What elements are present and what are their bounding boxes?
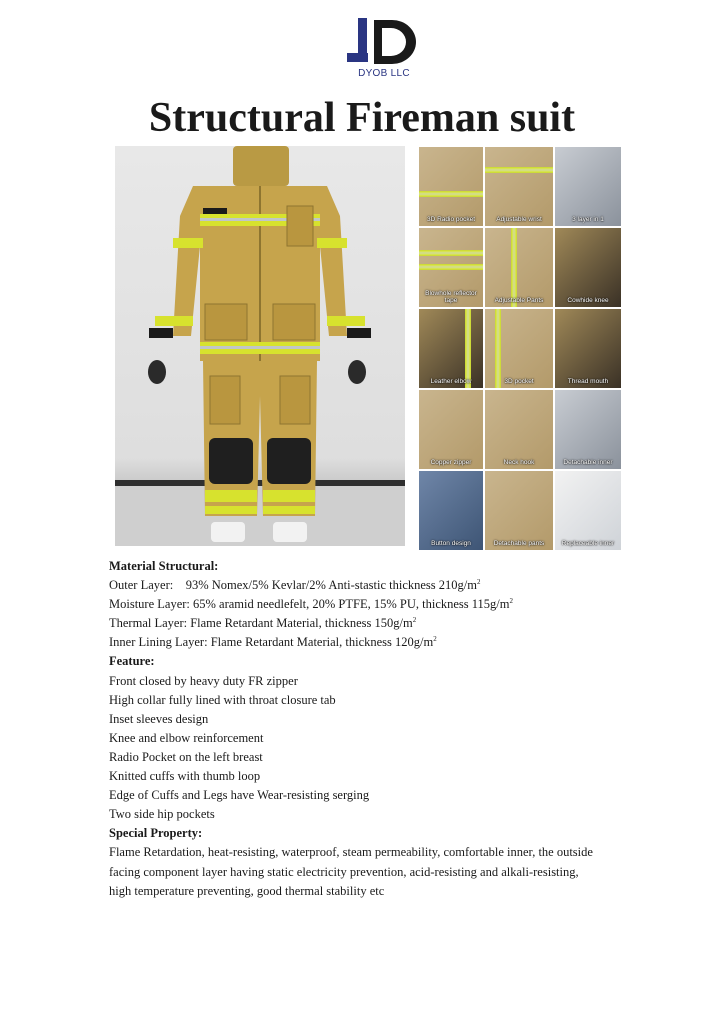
detail-photo-detachable-inner: Detachable inner [555, 390, 621, 469]
special-property-line: facing component layer having static electricity prevention, acid-resisting and alkali-resisting, [109, 864, 579, 879]
thermal-layer-line: Thermal Layer: Flame Retardant Material, thickness $150g/m^2$ [109, 616, 417, 631]
detail-photo-three-layer: 3 layer in 1 [555, 147, 621, 226]
detail-photo-copper-zipper: Copper zipper [419, 390, 483, 469]
material-heading: Material Structural: [109, 559, 219, 573]
detail-photo-neck-hook: Neck hook [485, 390, 553, 469]
feature-item: Inset sleeves design [109, 711, 209, 726]
detail-photo-radio-pocket: 3D Radio pocket [419, 147, 483, 226]
detail-photo-adjustable-wrist: Adjustable wrist [485, 147, 553, 226]
feature-item: Edge of Cuffs and Legs have Wear-resisting serging [109, 788, 370, 803]
feature-item: Front closed by heavy duty FR zipper [109, 673, 298, 688]
spec-text [109, 557, 629, 901]
detail-photo-grid [419, 147, 619, 550]
inner-lining-line: Inner Lining Layer: Flame Retardant Material, thickness $120g/m^2$ [109, 635, 437, 650]
special-property-line: Flame Retardation, heat-resisting, waterproof, steam permeability, comfortable inner, the outside [109, 845, 593, 860]
feature-item: Knee and elbow reinforcement [109, 730, 264, 745]
detail-photo-detachable-pants: Detachable pants [485, 471, 553, 550]
feature-item: Two side hip pockets [109, 807, 215, 822]
moisture-layer-line: Moisture Layer: 65% aramid needlefelt, 20% PTFE, 15% PU, thickness $115g/m^2$ [109, 597, 514, 612]
feature-item: High collar fully lined with throat closure tab [109, 692, 336, 707]
detail-photo-cowhide-knee: Cowhide knee [555, 228, 621, 307]
detail-photo-adjustable-pants: Adjustable Pants [485, 228, 553, 307]
detail-photo-thread-mouth: Thread mouth [555, 309, 621, 388]
detail-photo-button-design: Button design [419, 471, 483, 550]
page-title: Structural Fireman suit [148, 95, 576, 141]
feature-heading: Feature: [109, 654, 155, 669]
detail-photo-replaceable-inner: Replaceable inner [555, 471, 621, 550]
company-name: DYOB LLC [358, 68, 410, 79]
outer-layer-line: Outer Layer: 93% Nomex/5% Kevlar/2% Anti-stastic thickness $210g/m^2$ [109, 577, 481, 593]
detail-photo-3d-pocket: 3D pocket [485, 309, 553, 388]
detail-photo-leather-elbow: Leather elbow [419, 309, 483, 388]
special-property-line: high temperature preventing, good thermal stability etc [109, 883, 385, 898]
fireman-suit-photo [115, 146, 405, 546]
detail-photo-blowhole-tape: Blowhole reflector tape [419, 228, 483, 307]
feature-item: Knitted cuffs with thumb loop [109, 769, 261, 784]
special-property-heading: Special Property: [109, 826, 203, 841]
feature-item: Radio Pocket on the left breast [109, 749, 263, 764]
